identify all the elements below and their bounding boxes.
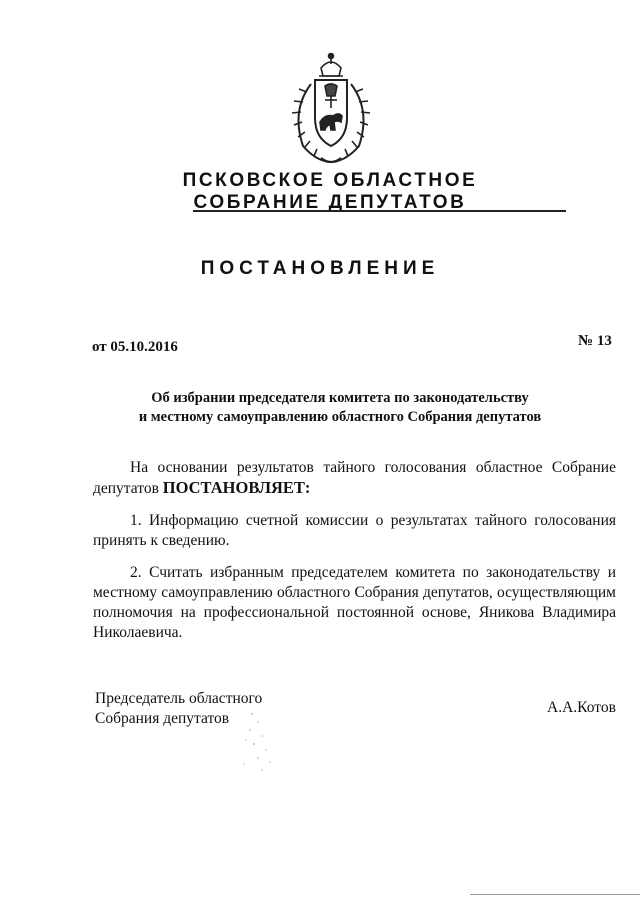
document-number [578, 333, 612, 350]
signatory-name: А.А.Котов [547, 699, 616, 716]
document-type: ПОСТАНОВЛЕНИЕ [200, 258, 440, 279]
signatory-position-line2: Собрания депутатов [95, 710, 230, 727]
item1-line2: принять к сведению. [93, 532, 230, 549]
intro-line2-text: депутатов [93, 480, 163, 497]
scan-edge-line [470, 894, 640, 895]
header-rule [193, 210, 566, 212]
signatory-position-line1: Председатель областного [95, 690, 263, 707]
resolution-item-2 [93, 563, 616, 643]
number-prefix: № [578, 333, 594, 349]
resolution-item-1 [93, 511, 616, 551]
intro-paragraph [93, 458, 616, 499]
document-subject-line2: и местному самоуправлению областного Собрания депутатов [138, 409, 542, 425]
organization-name-line2: СОБРАНИЕ ДЕПУТАТОВ [193, 192, 467, 213]
date-prefix: от [92, 339, 107, 355]
item2-line1: 2. Считать избранным председателем комитета по законодательству и [130, 564, 616, 581]
item2-line4: Николаевича. [93, 624, 183, 641]
stamp-trace-mark [232, 700, 292, 780]
resolution-verb: ПОСТАНОВЛЯЕТ: [162, 478, 311, 497]
document-date [92, 339, 178, 356]
number-value: 13 [596, 333, 612, 349]
date-value: 05.10.2016 [110, 339, 178, 355]
intro-line2 [93, 478, 616, 499]
organization-name-line1: ПСКОВСКОЕ ОБЛАСТНОЕ [182, 170, 478, 191]
item2-line3: полномочия на профессиональной постоянной основе, Яникова Владимира [93, 604, 616, 621]
intro-line1: На основании результатов тайного голосования областное Собрание [130, 459, 616, 476]
item1-line1: 1. Информацию счетной комиссии о результатах тайного голосования [130, 512, 616, 529]
document-subject-line1: Об избрании председателя комитета по законодательству [151, 390, 529, 406]
item2-line2: местному самоуправлению областного Собрания депутатов, осуществляющим [93, 584, 616, 601]
pskov-coat-of-arms-icon [281, 50, 381, 168]
